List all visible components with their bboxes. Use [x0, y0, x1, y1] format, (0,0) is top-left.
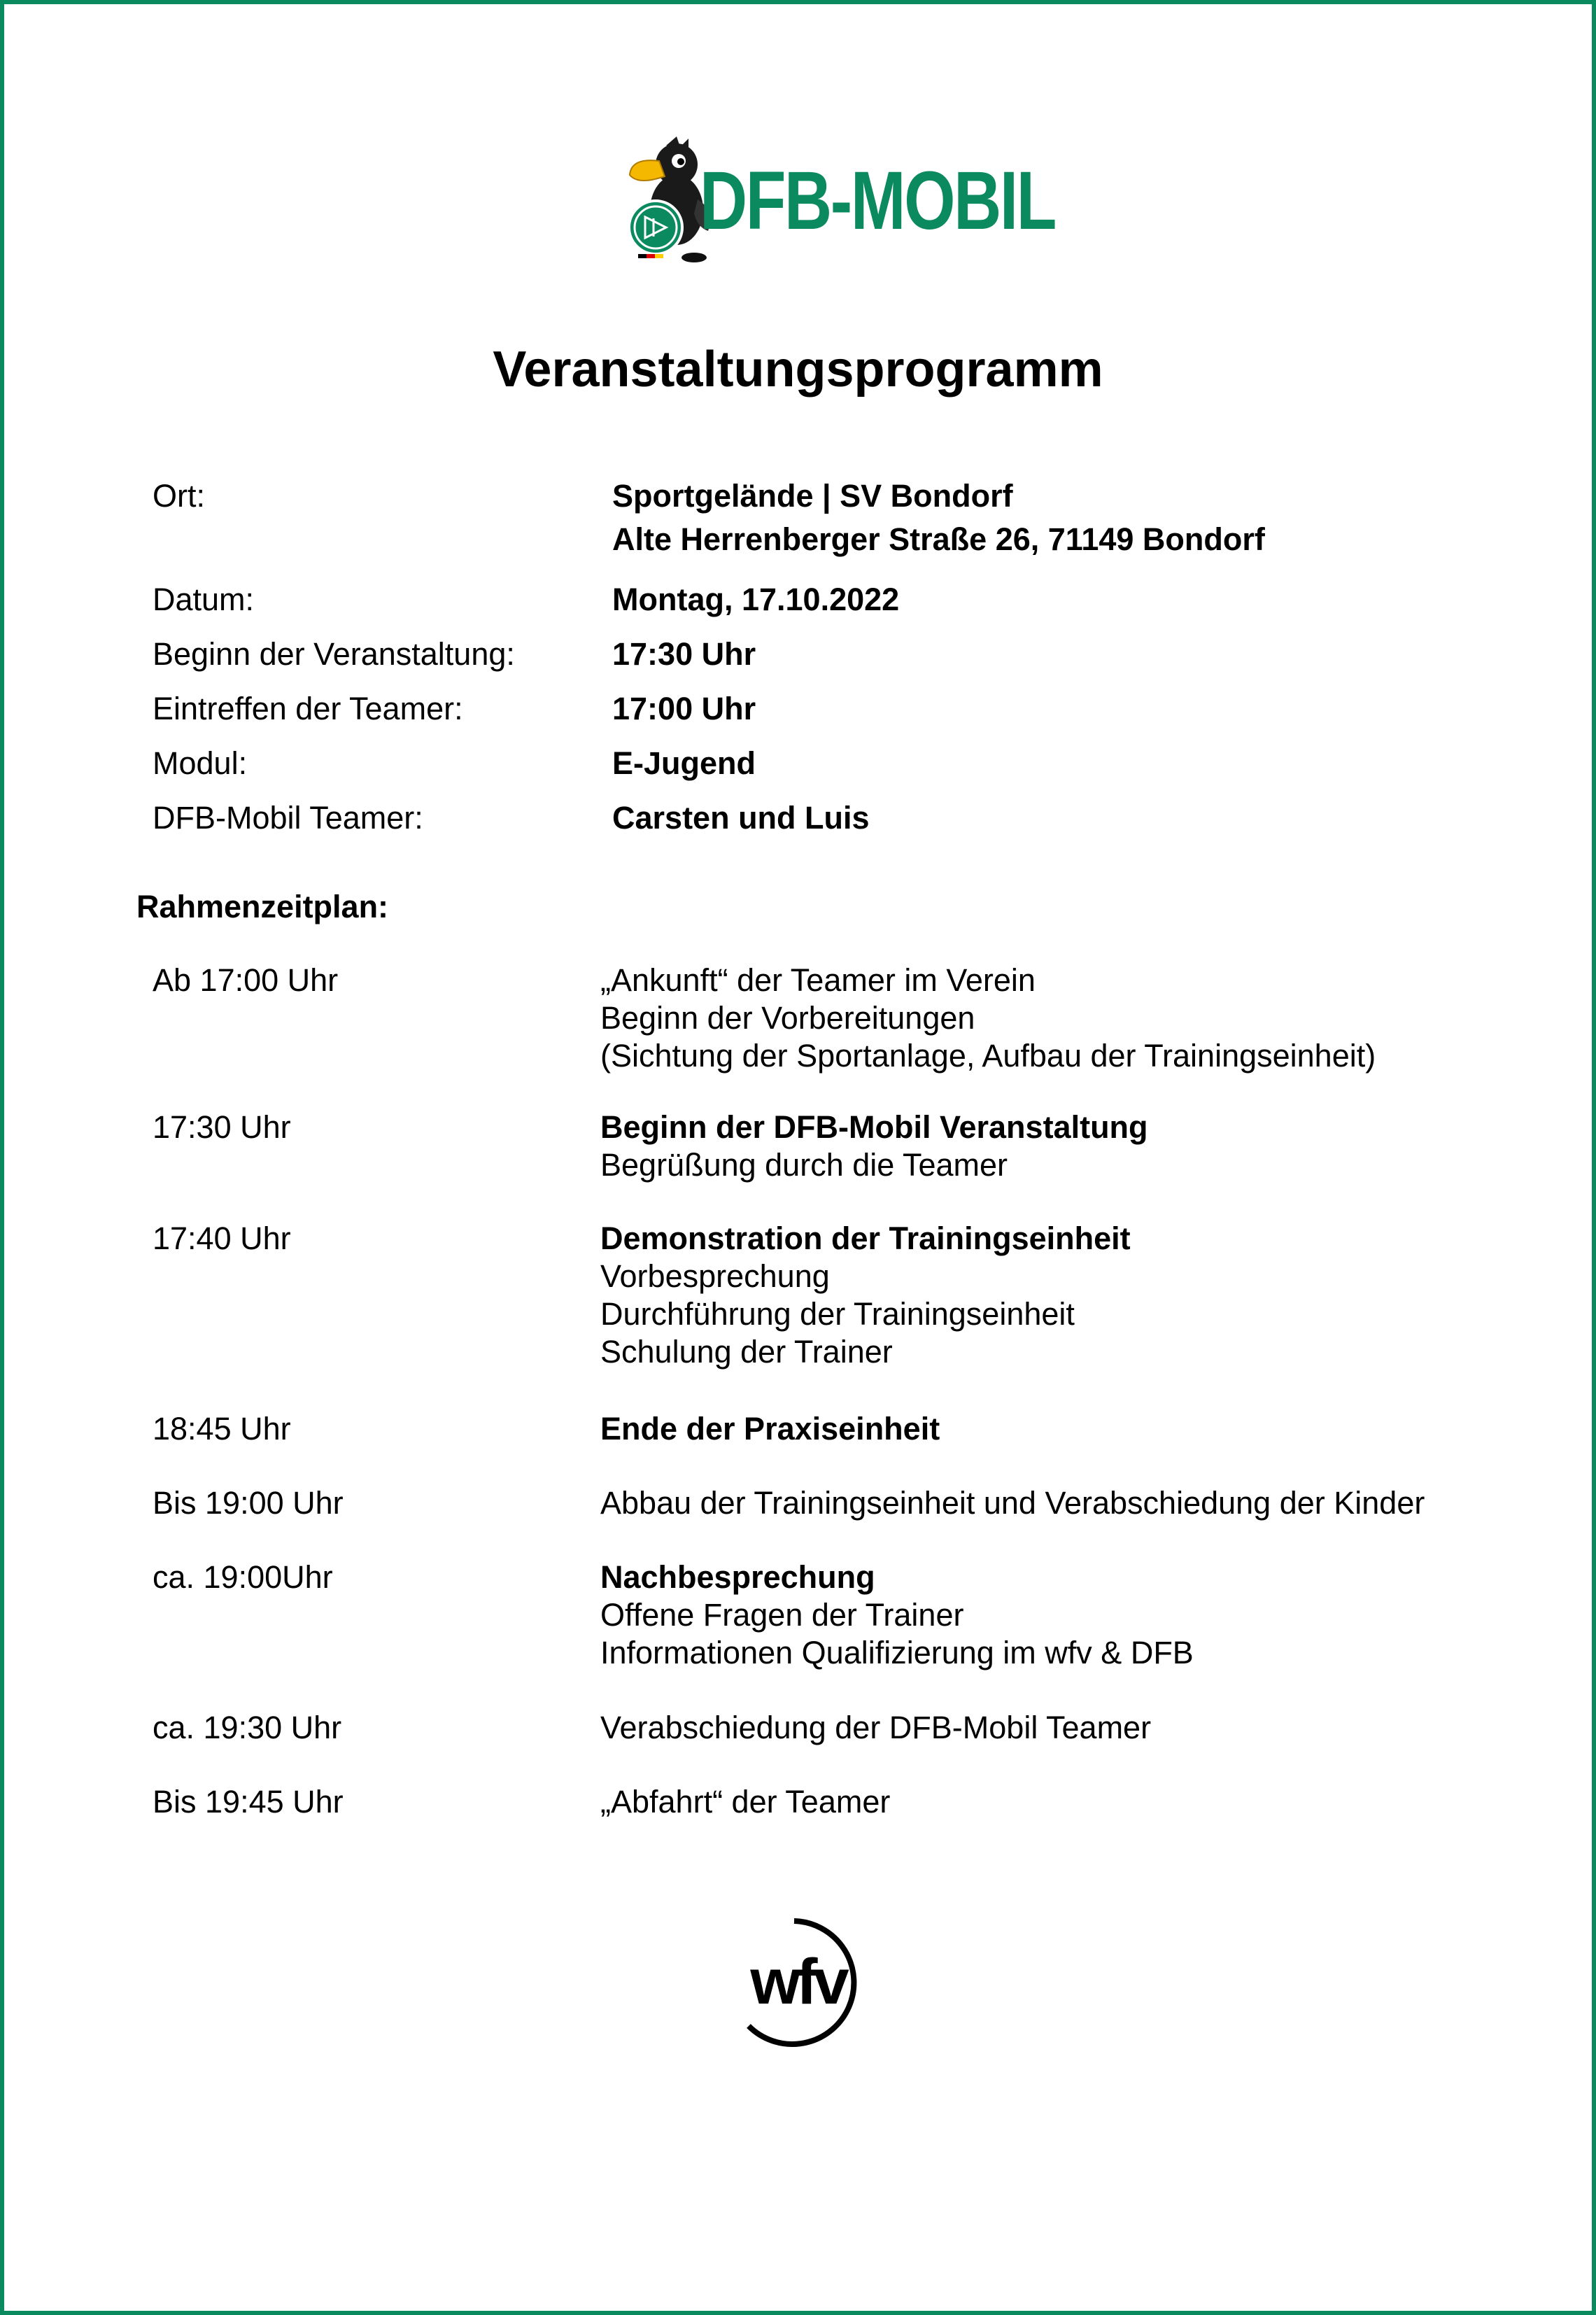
- schedule-time: ca. 19:30 Uhr: [153, 1710, 342, 1745]
- info-label: Datum:: [153, 582, 255, 617]
- schedule-line: Beginn der Vorbereitungen: [600, 1000, 975, 1036]
- info-value: 17:30 Uhr: [612, 636, 756, 672]
- dfb-mobil-wordmark: DFB-MOBIL: [700, 155, 1055, 247]
- dfb-mobil-logo: [610, 133, 1055, 266]
- info-label: Modul:: [153, 745, 248, 781]
- schedule-line: „Abfahrt“ der Teamer: [600, 1784, 891, 1820]
- schedule-line: Vorbesprechung: [600, 1258, 830, 1294]
- info-label: Eintreffen der Teamer:: [153, 691, 463, 726]
- schedule-time: Bis 19:45 Uhr: [153, 1784, 344, 1820]
- schedule-line: Schulung der Trainer: [600, 1334, 893, 1370]
- info-value: Carsten und Luis: [612, 800, 870, 836]
- schedule-time: Bis 19:00 Uhr: [153, 1485, 344, 1521]
- schedule-description: [600, 1558, 1194, 1672]
- schedule-line: Offene Fragen der Trainer: [600, 1597, 964, 1633]
- page-title: Veranstaltungsprogramm: [493, 342, 1103, 397]
- schedule-time: Ab 17:00 Uhr: [153, 962, 339, 998]
- schedule-description: [600, 1783, 890, 1821]
- schedule-line: Informationen Qualifizierung im wfv & DFB: [600, 1635, 1194, 1670]
- schedule-time: ca. 19:00Uhr: [153, 1559, 333, 1595]
- schedule-line: Beginn der DFB-Mobil Veranstaltung: [600, 1109, 1148, 1145]
- schedule-description: [600, 1709, 1151, 1747]
- schedule-line: Abbau der Trainingseinheit und Verabschiedung der Kinder: [600, 1485, 1425, 1521]
- schedule-line: (Sichtung der Sportanlage, Aufbau der Trainingseinheit): [600, 1038, 1376, 1074]
- schedule-line: Durchführung der Trainingseinheit: [600, 1296, 1075, 1332]
- info-value: E-Jugend: [612, 745, 756, 781]
- schedule-description: [600, 1410, 940, 1448]
- schedule-line: „Ankunft“ der Teamer im Verein: [600, 962, 1036, 998]
- schedule-description: [600, 962, 1376, 1075]
- info-value-line: Alte Herrenberger Straße 26, 71149 Bondorf: [612, 521, 1265, 557]
- schedule-line: Verabschiedung der DFB-Mobil Teamer: [600, 1710, 1152, 1745]
- schedule-description: [600, 1220, 1131, 1371]
- schedule-line: Nachbesprechung: [600, 1559, 875, 1595]
- schedule-time: 17:30 Uhr: [153, 1109, 291, 1145]
- info-value: Montag, 17.10.2022: [612, 582, 900, 617]
- info-value-line: Sportgelände | SV Bondorf: [612, 478, 1013, 514]
- schedule-line: Demonstration der Trainingseinheit: [600, 1220, 1131, 1256]
- info-label: Beginn der Veranstaltung:: [153, 636, 515, 672]
- schedule-line: Begrüßung durch die Teamer: [600, 1147, 1008, 1183]
- info-label: Ort:: [153, 478, 205, 514]
- info-label: DFB-Mobil Teamer:: [153, 800, 423, 836]
- info-value: 17:00 Uhr: [612, 691, 756, 726]
- schedule-line: Ende der Praxiseinheit: [600, 1411, 940, 1447]
- wfv-logo-text: wfv: [750, 1946, 845, 2018]
- schedule-description: [600, 1109, 1148, 1184]
- schedule-heading: Rahmenzeitplan:: [136, 889, 389, 924]
- schedule-time: 17:40 Uhr: [153, 1220, 291, 1256]
- schedule-time: 18:45 Uhr: [153, 1411, 291, 1447]
- info-value: [612, 474, 1265, 561]
- wfv-logo: [728, 1914, 868, 2054]
- schedule-description: [600, 1484, 1425, 1522]
